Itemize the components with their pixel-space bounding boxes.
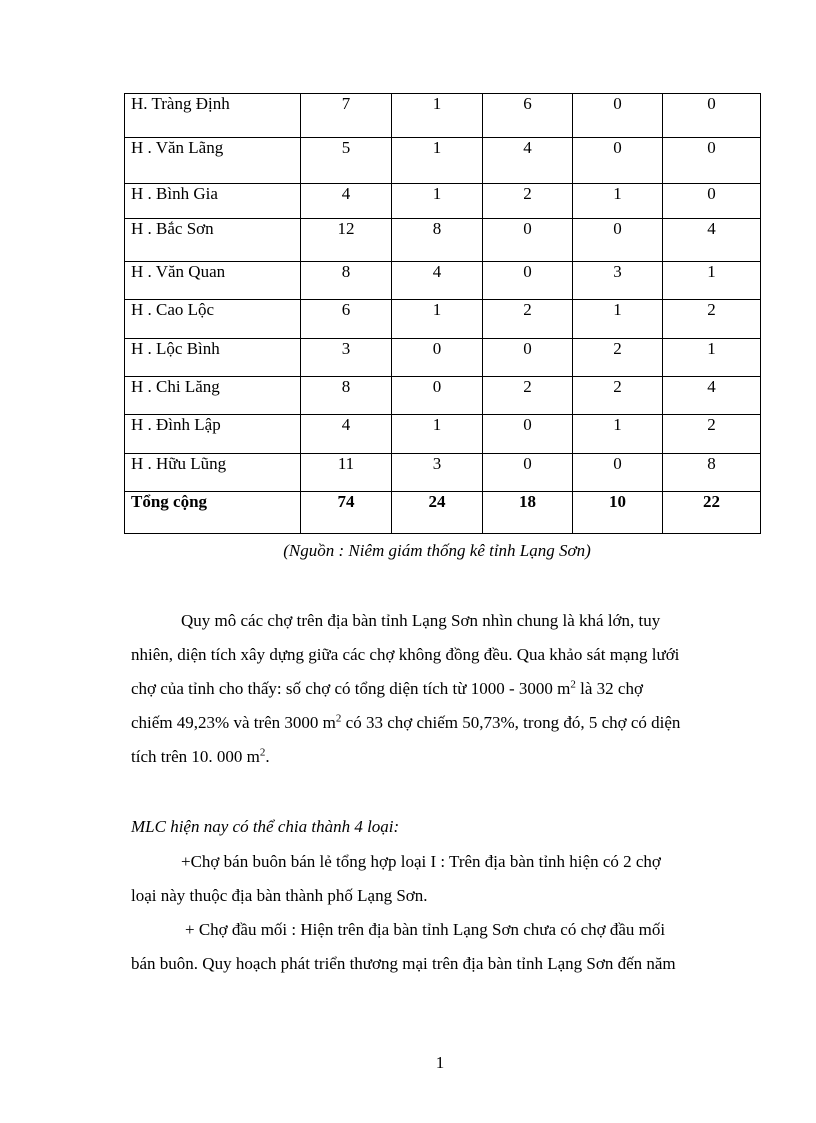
table-cell: 1 [663, 339, 761, 377]
table-cell: 4 [663, 219, 761, 262]
table-cell: 4 [301, 415, 392, 454]
total-cell: 10 [573, 492, 663, 534]
market-statistics-table [124, 93, 761, 534]
total-cell: 18 [483, 492, 573, 534]
total-row-label: Tổng cộng [125, 492, 301, 534]
table-cell: 1 [663, 262, 761, 300]
table-cell: 2 [573, 377, 663, 415]
text-line: Quy mô các chợ trên địa bàn tỉnh Lạng Sơn nhìn chung là khá lớn, tuy [181, 611, 661, 630]
text-span: tích trên 10. 000 m [131, 747, 260, 766]
table-cell: 1 [573, 300, 663, 339]
text-line: +Chợ bán buôn bán lẻ tổng hợp loại I : Trên địa bàn tỉnh hiện có 2 chợ [181, 852, 661, 871]
total-cell: 22 [663, 492, 761, 534]
text-span: . [265, 747, 270, 766]
table-cell: 2 [573, 339, 663, 377]
page-number: 1 [435, 1053, 445, 1072]
table-cell: 2 [483, 300, 573, 339]
table-cell: 8 [301, 377, 392, 415]
superscript: 2 [259, 746, 266, 759]
table-cell: 8 [301, 262, 392, 300]
table-cell: 0 [483, 415, 573, 454]
table-cell: 11 [301, 454, 392, 492]
table-cell: 0 [573, 454, 663, 492]
heading-text: MLC hiện nay có thể chia thành 4 loại: [131, 817, 400, 836]
table-cell: 0 [573, 138, 663, 184]
table-cell: 6 [483, 94, 573, 138]
table-row-label: H . Cao Lộc [125, 300, 301, 339]
text-line [131, 740, 741, 774]
table-cell: 2 [483, 184, 573, 219]
total-cell: 24 [392, 492, 483, 534]
total-cell: 74 [301, 492, 392, 534]
table-cell: 4 [301, 184, 392, 219]
table-row-label: H . Văn Lãng [125, 138, 301, 184]
table-row-label: H . Lộc Bình [125, 339, 301, 377]
table-row-label: H . Chi Lăng [125, 377, 301, 415]
text-line: nhiên, diện tích xây dựng giữa các chợ không đồng đều. Qua khảo sát mạng lưới [131, 645, 680, 664]
text-line [131, 706, 741, 740]
text-span: chợ của tỉnh cho thấy: số chợ có tổng diện tích từ 1000 - 3000 m [131, 679, 571, 698]
table-cell: 4 [392, 262, 483, 300]
table-cell: 8 [392, 219, 483, 262]
table-row-label: H . Bắc Sơn [125, 219, 301, 262]
paragraph-market-scale [131, 604, 741, 774]
table-row-label: H . Đình Lập [125, 415, 301, 454]
table-cell: 0 [573, 219, 663, 262]
table-cell: 1 [392, 138, 483, 184]
table-cell: 1 [573, 415, 663, 454]
table-cell: 4 [663, 377, 761, 415]
text-span: là 32 chợ [575, 679, 643, 698]
text-span: chiếm 49,23% và trên 3000 m [131, 713, 336, 732]
table-cell: 0 [483, 219, 573, 262]
text-line: bán buôn. Quy hoạch phát triển thương mại trên địa bàn tỉnh Lạng Sơn đến năm [131, 954, 676, 973]
list-item-wholesale-hub [131, 913, 741, 981]
table-cell: 0 [573, 94, 663, 138]
superscript: 2 [570, 678, 576, 691]
table-source-caption: (Nguồn : Niêm giám thống kê tỉnh Lạng Sơn) [283, 541, 591, 560]
text-line: loại này thuộc địa bàn thành phố Lạng Sơn. [131, 886, 428, 905]
table-row-label: H. Tràng Định [125, 94, 301, 138]
list-item-wholesale-retail [131, 845, 741, 913]
table-cell: 5 [301, 138, 392, 184]
table-cell: 1 [392, 94, 483, 138]
superscript: 2 [335, 712, 342, 725]
table-cell: 1 [573, 184, 663, 219]
table-cell: 1 [392, 415, 483, 454]
table-cell: 0 [663, 184, 761, 219]
table-cell: 8 [663, 454, 761, 492]
table-cell: 1 [392, 300, 483, 339]
table-cell: 3 [573, 262, 663, 300]
table-cell: 7 [301, 94, 392, 138]
table-cell: 0 [663, 138, 761, 184]
table-cell: 0 [663, 94, 761, 138]
table-cell: 2 [663, 415, 761, 454]
table-row-label: H . Bình Gia [125, 184, 301, 219]
text-span: có 33 chợ chiếm 50,73%, trong đó, 5 chợ có diện [341, 713, 681, 732]
table-cell: 0 [483, 262, 573, 300]
table-cell: 0 [483, 454, 573, 492]
table-cell: 0 [483, 339, 573, 377]
table-row-label: H . Hữu Lũng [125, 454, 301, 492]
table-cell: 6 [301, 300, 392, 339]
table-row-label: H . Văn Quan [125, 262, 301, 300]
text-line: + Chợ đầu mối : Hiện trên địa bàn tỉnh Lạng Sơn chưa có chợ đầu mối [185, 920, 666, 939]
table-body [125, 94, 761, 534]
table-cell: 0 [392, 377, 483, 415]
table-cell: 3 [392, 454, 483, 492]
table-cell: 4 [483, 138, 573, 184]
table-cell: 3 [301, 339, 392, 377]
text-line [131, 672, 741, 706]
section-heading [131, 810, 741, 844]
table-cell: 2 [663, 300, 761, 339]
table-cell: 0 [392, 339, 483, 377]
table-cell: 12 [301, 219, 392, 262]
table-cell: 2 [483, 377, 573, 415]
table-cell: 1 [392, 184, 483, 219]
